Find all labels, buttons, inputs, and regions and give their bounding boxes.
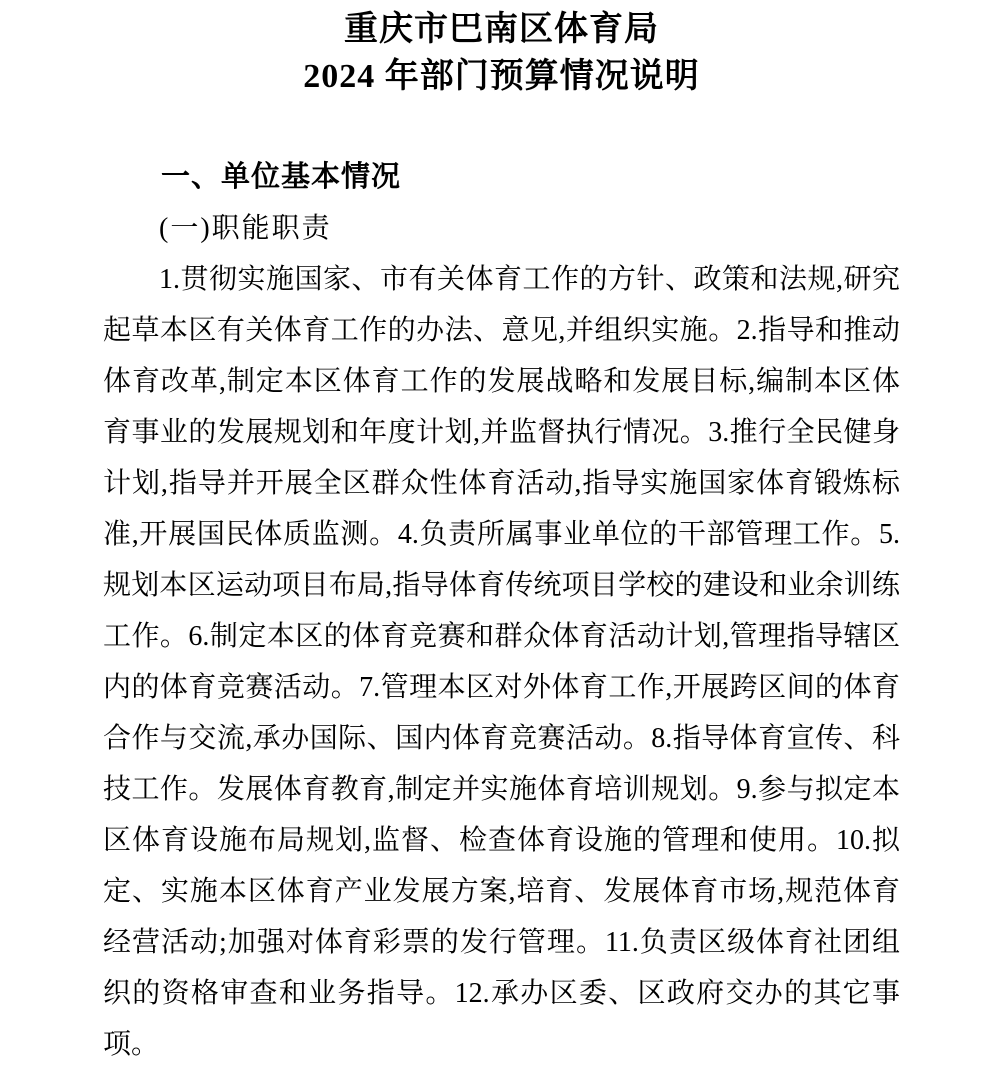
document-title	[103, 6, 900, 100]
duties-paragraph: 1.贯彻实施国家、市有关体育工作的方针、政策和法规,研究起草本区有关体育工作的办法、意见,并组织实施。2.指导和推动体育改革,制定本区体育工作的发展战略和发展目标,编制本区体育事业的发展规划和年度计划,并监督执行情况。3.推行全民健身计划,指导并开展全区群众性体育活动,指导实施国家体育锻炼标准,开展国民体质监测。4.负责所属事业单位的干部管理工作。5.规划本区运动项目布局,指导体育传统项目学校的建设和业余训练工作。6.制定本区的体育竞赛和群众体育活动计划,管理指导辖区内的体育竞赛活动。7.管理本区对外体育工作,开展跨区间的体育合作与交流,承办国际、国内体育竞赛活动。8.指导体育宣传、科技工作。发展体育教育,制定并实施体育培训规划。9.参与拟定本区体育设施布局规划,监督、检查体育设施的管理和使用。10.拟定、实施本区体育产业发展方案,培育、发展体育市场,规范体育经营活动;加强对体育彩票的发行管理。11.负责区级体育社团组织的资格审查和业务指导。12.承办区委、区政府交办的其它事项。	[103, 264, 900, 1060]
subsection-heading: (一)职能职责	[159, 213, 332, 244]
title-line-2: 2024 年部门预算情况说明	[303, 58, 700, 95]
document-body	[103, 152, 900, 1070]
section-heading: 一、单位基本情况	[161, 161, 402, 193]
title-line-1: 重庆市巴南区体育局	[344, 11, 659, 48]
